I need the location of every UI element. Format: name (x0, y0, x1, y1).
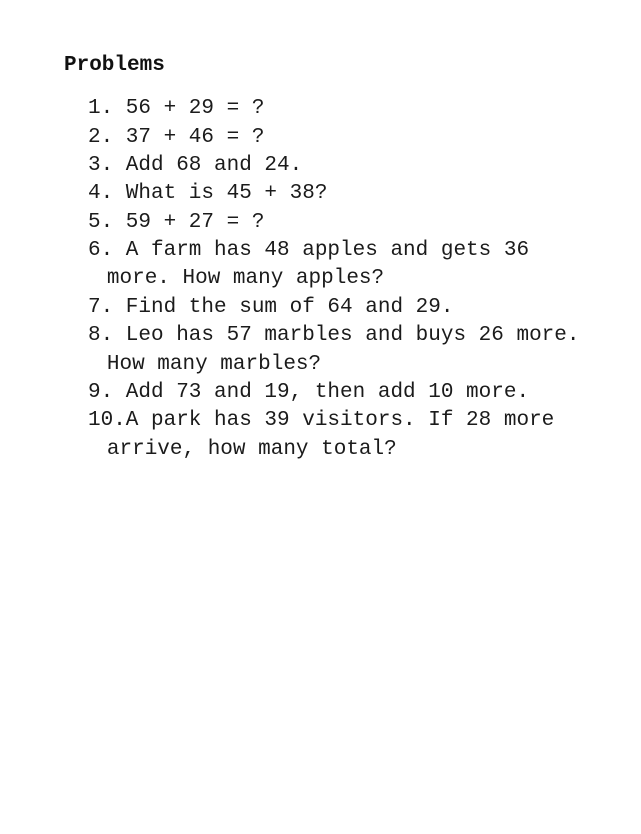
problem-first-line (88, 152, 603, 180)
problem-first-line (88, 209, 603, 237)
problem-text-continuation: arrive, how many total? (106, 437, 397, 461)
problem-first-line (88, 95, 603, 123)
problem-text-continuation: How many marbles? (106, 352, 322, 376)
problem-number: 8. (88, 324, 114, 348)
problem-first-line (88, 180, 603, 208)
problem-item (88, 209, 603, 237)
problem-number: 10. (88, 409, 126, 433)
problem-text: Find the sum of 64 and 29. (125, 295, 454, 319)
problem-number: 3. (88, 154, 114, 178)
problem-text: Add 73 and 19, then add 10 more. (125, 380, 530, 404)
problem-number: 6. (88, 239, 114, 263)
problem-text: Add 68 and 24. (125, 154, 303, 178)
problem-text: 37 + 46 = ? (125, 125, 265, 149)
problem-first-line (88, 379, 603, 407)
problem-list (88, 95, 603, 463)
problem-item (88, 322, 603, 379)
problem-first-line (88, 322, 603, 350)
page-title: Problems (64, 54, 165, 77)
problem-item (88, 180, 603, 208)
problem-number: 1. (88, 97, 114, 121)
problem-text: What is 45 + 38? (125, 182, 328, 206)
problem-item (88, 95, 603, 123)
problem-text: 59 + 27 = ? (125, 210, 265, 234)
problem-number: 7. (88, 295, 114, 319)
problem-text: 56 + 29 = ? (125, 97, 265, 121)
problem-number: 5. (88, 210, 114, 234)
problem-item (88, 407, 603, 464)
problem-text-continuation: more. How many apples? (106, 267, 385, 291)
problem-text: Leo has 57 marbles and buys 26 more. (125, 324, 580, 348)
problem-first-line (88, 237, 603, 265)
problem-text: A park has 39 visitors. If 28 more (125, 409, 555, 433)
problem-number: 4. (88, 182, 114, 206)
problem-text: A farm has 48 apples and gets 36 (125, 239, 530, 263)
problem-first-line (88, 407, 603, 435)
problem-item (88, 379, 603, 407)
problem-first-line (88, 124, 603, 152)
problem-item (88, 152, 603, 180)
problem-item (88, 294, 603, 322)
problem-number: 9. (88, 380, 114, 404)
problem-item (88, 124, 603, 152)
problem-number: 2. (88, 125, 114, 149)
problem-item (88, 237, 603, 294)
problem-first-line (88, 294, 603, 322)
